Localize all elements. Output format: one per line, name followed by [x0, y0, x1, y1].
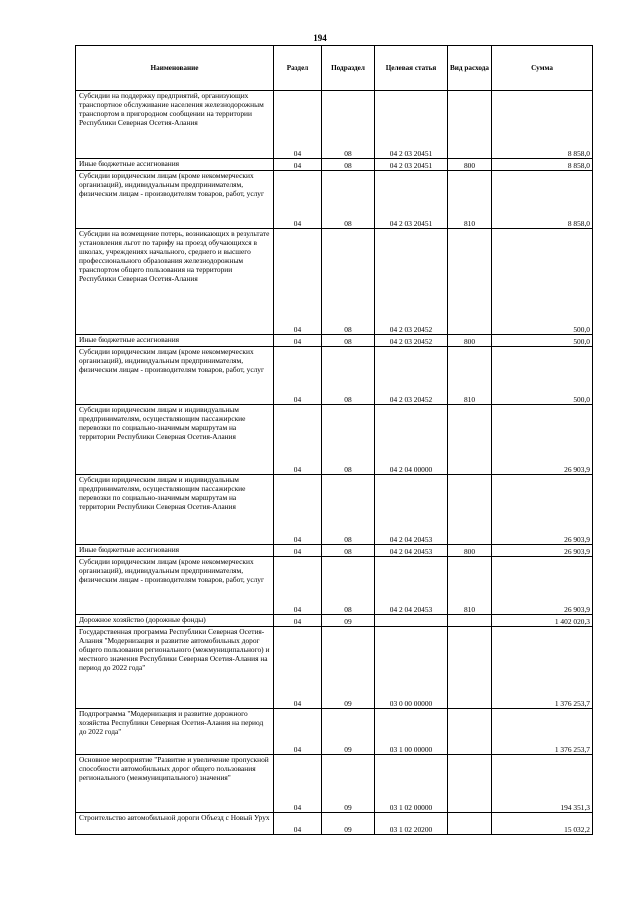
- table-row: [76, 545, 593, 557]
- row-sum: 500,0: [492, 335, 593, 347]
- row-subsection: 08: [322, 229, 375, 335]
- row-expense-type: [448, 615, 492, 627]
- row-section: 04: [274, 709, 322, 755]
- table-row: [76, 755, 593, 813]
- table-row: [76, 709, 593, 755]
- row-name: Субсидии юридическим лицам и индивидуальным предпринимателям, осуществляющим пассажирские перевозки по социально-значимым маршрутам на территории Республики Северная Осетия-Алания: [76, 475, 274, 545]
- row-sum: 15 032,2: [492, 813, 593, 835]
- row-article: 04 2 03 20452: [375, 335, 448, 347]
- row-section: 04: [274, 159, 322, 171]
- row-expense-type: 810: [448, 171, 492, 229]
- table-row: [76, 335, 593, 347]
- row-subsection: 08: [322, 171, 375, 229]
- row-section: 04: [274, 755, 322, 813]
- row-subsection: 09: [322, 813, 375, 835]
- row-expense-type: [448, 755, 492, 813]
- row-article: 04 2 03 20452: [375, 347, 448, 405]
- row-article: 04 2 03 20452: [375, 229, 448, 335]
- table-row: [76, 475, 593, 545]
- row-sum: 26 903,9: [492, 557, 593, 615]
- row-subsection: 09: [322, 627, 375, 709]
- row-subsection: 09: [322, 615, 375, 627]
- row-expense-type: [448, 475, 492, 545]
- row-sum: 26 903,9: [492, 545, 593, 557]
- row-subsection: 08: [322, 475, 375, 545]
- row-sum: 1 402 020,3: [492, 615, 593, 627]
- row-article: 03 1 02 20200: [375, 813, 448, 835]
- row-expense-type: [448, 813, 492, 835]
- row-section: 04: [274, 405, 322, 475]
- table-row: [76, 813, 593, 835]
- row-article: 04 2 04 00000: [375, 405, 448, 475]
- row-section: 04: [274, 91, 322, 159]
- row-name: Субсидии на возмещение потерь, возникающих в результате установления льгот по тарифу на проезд обучающихся в школах, учреждениях начального, среднего и высшего профессионального образования железнодорожным транспортом общего пользования на территории Республики Северная Осетия-Алания: [76, 229, 274, 335]
- header-article: Целевая статья: [375, 46, 448, 91]
- row-name: Государственная программа Республики Северная Осетия-Алания "Модернизация и развитие автомобильных дорог общего пользования регионального (межмуниципального) и местного значения Республики Северная Осетия-Алания на период до 2022 года": [76, 627, 274, 709]
- table-row: [76, 405, 593, 475]
- row-article: [375, 615, 448, 627]
- row-expense-type: [448, 709, 492, 755]
- row-article: 03 1 02 00000: [375, 755, 448, 813]
- row-sum: 1 376 253,7: [492, 627, 593, 709]
- row-name: Субсидии на поддержку предприятий, организующих транспортное обслуживание населения железнодорожным транспортом в пригородном сообщении на территории Республики Северная Осетия-Алания: [76, 91, 274, 159]
- budget-table: [75, 45, 593, 835]
- row-name: Субсидии юридическим лицам (кроме некоммерческих организаций), индивидуальным предпринимателям, физическим лицам - производителям товаров, работ, услуг: [76, 347, 274, 405]
- row-subsection: 08: [322, 159, 375, 171]
- row-article: 03 0 00 00000: [375, 627, 448, 709]
- row-section: 04: [274, 229, 322, 335]
- row-name: Субсидии юридическим лицам (кроме некоммерческих организаций), индивидуальным предпринимателям, физическим лицам - производителям товаров, работ, услуг: [76, 171, 274, 229]
- row-sum: 8 858,0: [492, 171, 593, 229]
- row-sum: 500,0: [492, 229, 593, 335]
- row-name: Субсидии юридическим лицам (кроме некоммерческих организаций), индивидуальным предпринимателям, физическим лицам - производителям товаров, работ, услуг: [76, 557, 274, 615]
- row-section: 04: [274, 347, 322, 405]
- row-expense-type: 800: [448, 545, 492, 557]
- row-name: Иные бюджетные ассигнования: [76, 545, 274, 557]
- row-expense-type: [448, 627, 492, 709]
- row-subsection: 08: [322, 557, 375, 615]
- row-section: 04: [274, 335, 322, 347]
- row-name: Строительство автомобильной дороги Объезд с Новый Урух: [76, 813, 274, 835]
- row-subsection: 08: [322, 335, 375, 347]
- row-article: 04 2 04 20453: [375, 545, 448, 557]
- page-number: 194: [313, 33, 327, 43]
- row-subsection: 08: [322, 91, 375, 159]
- row-article: 04 2 03 20451: [375, 171, 448, 229]
- header-section: Раздел: [274, 46, 322, 91]
- row-expense-type: 810: [448, 557, 492, 615]
- row-expense-type: 800: [448, 159, 492, 171]
- row-expense-type: 810: [448, 347, 492, 405]
- header-sum: Сумма: [492, 46, 593, 91]
- table-row: [76, 159, 593, 171]
- row-section: 04: [274, 171, 322, 229]
- row-sum: 26 903,9: [492, 405, 593, 475]
- row-name: Подпрограмма "Модернизация и развитие дорожного хозяйства Республики Северная Осетия-Алания на период до 2022 года": [76, 709, 274, 755]
- row-subsection: 08: [322, 347, 375, 405]
- table-row: [76, 557, 593, 615]
- row-subsection: 08: [322, 545, 375, 557]
- table-row: [76, 615, 593, 627]
- row-subsection: 09: [322, 709, 375, 755]
- row-article: 04 2 03 20451: [375, 91, 448, 159]
- table-row: [76, 171, 593, 229]
- header-subsection: Подраздел: [322, 46, 375, 91]
- row-sum: 194 351,3: [492, 755, 593, 813]
- row-sum: 8 858,0: [492, 159, 593, 171]
- table-row: [76, 91, 593, 159]
- row-section: 04: [274, 557, 322, 615]
- row-name: Иные бюджетные ассигнования: [76, 159, 274, 171]
- row-expense-type: 800: [448, 335, 492, 347]
- row-article: 04 2 04 20453: [375, 557, 448, 615]
- table-row: [76, 347, 593, 405]
- row-expense-type: [448, 229, 492, 335]
- row-article: 04 2 03 20451: [375, 159, 448, 171]
- row-sum: 8 858,0: [492, 91, 593, 159]
- row-section: 04: [274, 813, 322, 835]
- header-row: [76, 46, 593, 91]
- row-section: 04: [274, 545, 322, 557]
- table-row: [76, 627, 593, 709]
- row-section: 04: [274, 475, 322, 545]
- row-sum: 500,0: [492, 347, 593, 405]
- header-name: Наименование: [76, 46, 274, 91]
- row-name: Иные бюджетные ассигнования: [76, 335, 274, 347]
- row-sum: 26 903,9: [492, 475, 593, 545]
- row-subsection: 09: [322, 755, 375, 813]
- row-section: 04: [274, 627, 322, 709]
- row-name: Дорожное хозяйство (дорожные фонды): [76, 615, 274, 627]
- row-article: 03 1 00 00000: [375, 709, 448, 755]
- row-expense-type: [448, 91, 492, 159]
- row-sum: 1 376 253,7: [492, 709, 593, 755]
- row-section: 04: [274, 615, 322, 627]
- row-name: Субсидии юридическим лицам и индивидуальным предпринимателям, осуществляющим пассажирские перевозки по социально-значимым маршрутам на территории Республики Северная Осетия-Алания: [76, 405, 274, 475]
- header-expense-type: Вид расхода: [448, 46, 492, 91]
- table-row: [76, 229, 593, 335]
- row-expense-type: [448, 405, 492, 475]
- row-article: 04 2 04 20453: [375, 475, 448, 545]
- row-name: Основное мероприятие "Развитие и увеличение пропускной способности автомобильных дорог общего пользования регионального (межмуниципального) значения": [76, 755, 274, 813]
- row-subsection: 08: [322, 405, 375, 475]
